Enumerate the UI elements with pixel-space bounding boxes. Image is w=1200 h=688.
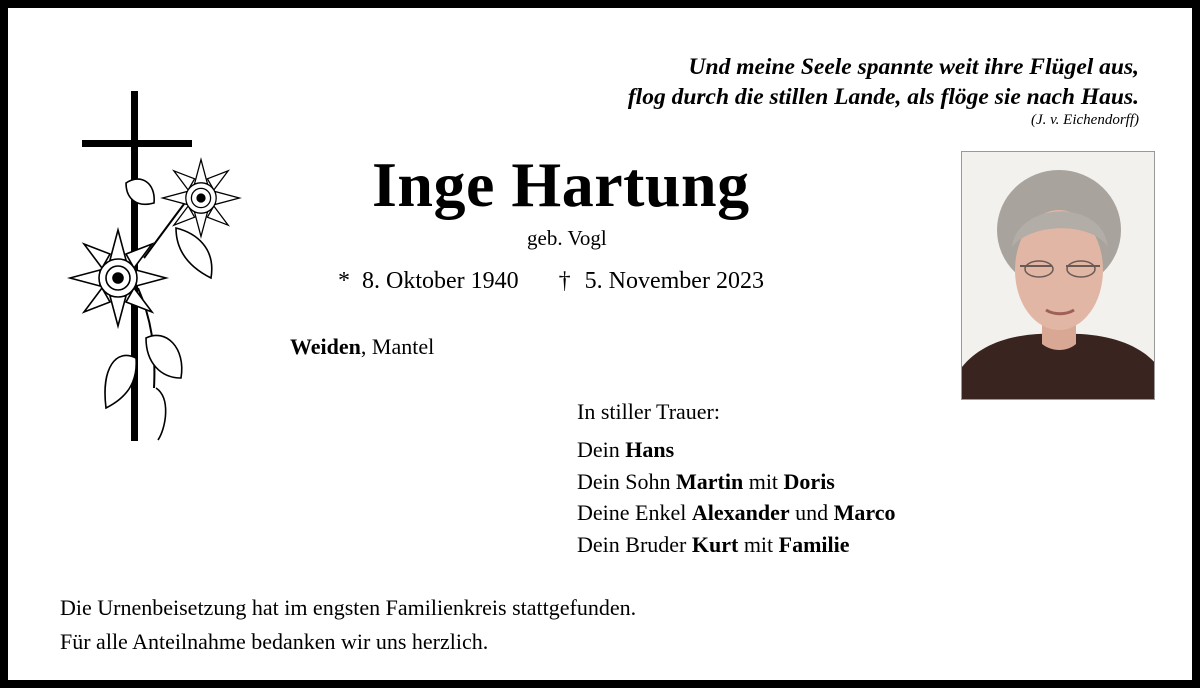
mourner-name: Marco xyxy=(833,500,896,525)
mourner-line xyxy=(577,434,896,466)
cross-with-sunflowers-icon xyxy=(56,88,248,444)
mourner-name: Alexander xyxy=(691,500,790,525)
mourner-relation: Dein xyxy=(577,437,626,462)
quote-attribution: (J. v. Eichendorff) xyxy=(1030,112,1139,128)
mourner-line xyxy=(577,466,896,498)
closing-line: Für alle Anteilnahme bedanken wir uns herzlich. xyxy=(60,629,489,654)
death-date: 5. November 2023 xyxy=(584,268,764,294)
birth-date: 8. Oktober 1940 xyxy=(362,268,519,294)
mourner-name: Familie xyxy=(778,531,850,557)
mourner-relation: mit xyxy=(743,468,784,494)
deceased-name: Inge Hartung xyxy=(372,149,750,220)
mourner-line xyxy=(577,529,896,561)
quote-line: flog durch die stillen Lande, als flöge sie nach Haus. xyxy=(627,84,1139,110)
mourners-list xyxy=(577,434,896,560)
mourner-relation: mit xyxy=(738,531,779,557)
closing-line: Die Urnenbeisetzung hat im engsten Familienkreis stattgefunden. xyxy=(60,595,637,620)
residence xyxy=(290,334,434,360)
life-dates xyxy=(338,268,764,295)
mourner-line xyxy=(577,497,896,529)
maiden-name: geb. Vogl xyxy=(527,226,607,250)
mourner-relation: Deine Enkel xyxy=(577,500,692,525)
place-secondary: , Mantel xyxy=(360,334,435,359)
place-primary: Weiden xyxy=(290,334,361,359)
mourners-title: In stiller Trauer: xyxy=(577,399,720,424)
quote xyxy=(628,52,1139,112)
dagger-icon: † xyxy=(558,268,571,294)
mourner-relation: Dein Bruder xyxy=(577,531,692,557)
closing-text xyxy=(60,591,636,659)
mourner-name: Hans xyxy=(625,437,675,462)
mourner-name: Kurt xyxy=(691,531,739,557)
mourner-relation: Dein Sohn xyxy=(577,468,676,494)
mourner-name: Doris xyxy=(783,468,835,494)
mourner-name: Martin xyxy=(676,468,744,494)
mourner-relation: und xyxy=(789,500,834,525)
portrait-photo xyxy=(961,151,1155,400)
quote-line: Und meine Seele spannte weit ihre Flügel aus, xyxy=(688,54,1139,80)
birth-star-icon: * xyxy=(338,268,350,294)
